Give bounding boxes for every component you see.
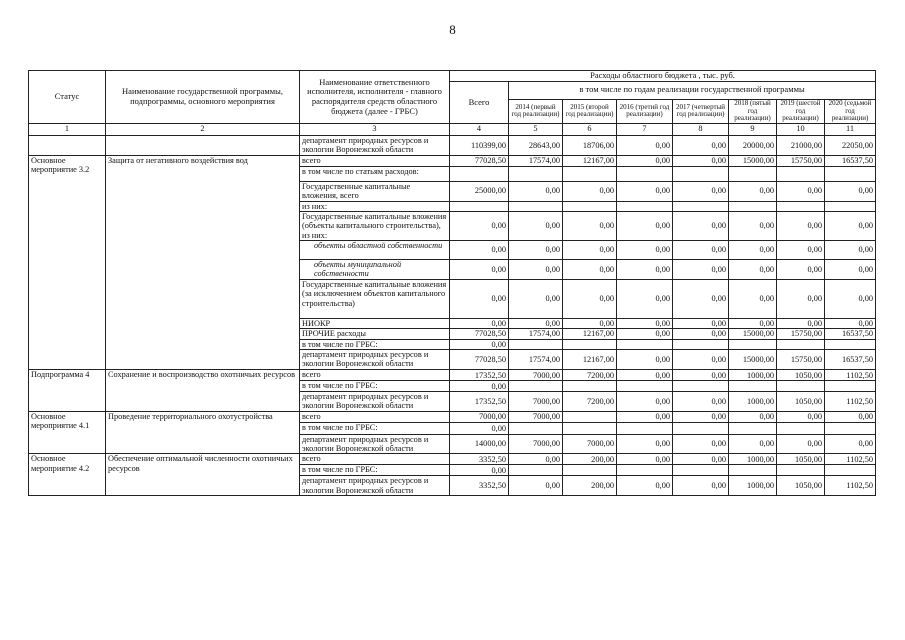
value-cell (617, 465, 673, 476)
value-cell: 0,00 (509, 241, 563, 260)
row-status: Основное мероприятие 3.2 (29, 155, 106, 369)
value-cell: 1050,00 (777, 369, 825, 380)
row-status: Подпрограмма 4 (29, 369, 106, 411)
table-row (29, 369, 876, 380)
col-num: 10 (777, 124, 825, 136)
row-label: в том числе по ГРБС: (300, 339, 450, 349)
header-year-2018: 2018 (пятый год реализации) (729, 99, 777, 123)
header-year-2019: 2019 (шестой год реализации) (777, 99, 825, 123)
value-cell: 1102,50 (825, 476, 876, 496)
value-cell (825, 166, 876, 181)
value-cell: 0,00 (617, 260, 673, 280)
row-label: в том числе по статьям расходов: (300, 166, 450, 181)
value-cell: 0,00 (673, 155, 729, 166)
value-cell: 0,00 (777, 434, 825, 454)
value-cell: 0,00 (673, 241, 729, 260)
value-cell: 7000,00 (563, 434, 617, 454)
value-cell: 0,00 (777, 181, 825, 201)
empty-cell (106, 136, 300, 156)
row-label: департамент природных ресурсов и экологии Воронежской области (300, 391, 450, 411)
value-cell: 0,00 (673, 211, 729, 240)
value-cell: 0,00 (509, 476, 563, 496)
page-number: 8 (449, 22, 456, 37)
value-cell: 16537,50 (825, 349, 876, 369)
value-cell: 0,00 (777, 211, 825, 240)
col-num: 6 (563, 124, 617, 136)
col-num: 9 (729, 124, 777, 136)
value-cell: 0,00 (673, 329, 729, 339)
value-cell (450, 166, 509, 181)
value-cell (777, 339, 825, 349)
value-cell (777, 201, 825, 211)
value-cell: 0,00 (729, 279, 777, 318)
value-cell: 0,00 (509, 260, 563, 280)
value-cell: 0,00 (563, 181, 617, 201)
value-cell: 14000,00 (450, 434, 509, 454)
header-year-2015: 2015 (второй год реализации) (563, 99, 617, 123)
header-year-2014: 2014 (первый год реализации) (509, 99, 563, 123)
value-cell: 0,00 (825, 318, 876, 328)
table-row (29, 411, 876, 422)
value-cell: 0,00 (563, 279, 617, 318)
value-cell (673, 166, 729, 181)
value-cell: 0,00 (509, 181, 563, 201)
value-cell: 12167,00 (563, 329, 617, 339)
value-cell: 0,00 (673, 391, 729, 411)
header-expenses: Расходы областного бюджета , тыс. руб. (450, 71, 876, 82)
col-num: 1 (29, 124, 106, 136)
row-label: в том числе по ГРБС: (300, 465, 450, 476)
value-cell: 0,00 (673, 318, 729, 328)
value-cell: 0,00 (673, 476, 729, 496)
value-cell: 0,00 (450, 211, 509, 240)
row-program-name: Обеспечение оптимальной численности охотничьих ресурсов (106, 454, 300, 496)
header-year-2020: 2020 (седьмой год реализации) (825, 99, 876, 123)
value-cell (509, 465, 563, 476)
row-label: департамент природных ресурсов и экологии Воронежской области (300, 136, 450, 156)
col-num: 3 (300, 124, 450, 136)
value-cell (617, 422, 673, 434)
value-cell (509, 422, 563, 434)
row-label: департамент природных ресурсов и экологии Воронежской области (300, 349, 450, 369)
value-cell: 0,00 (673, 279, 729, 318)
row-label: департамент природных ресурсов и экологии Воронежской области (300, 434, 450, 454)
value-cell: 0,00 (729, 211, 777, 240)
value-cell: 0,00 (617, 369, 673, 380)
value-cell (825, 422, 876, 434)
value-cell: 0,00 (673, 136, 729, 156)
value-cell: 17574,00 (509, 155, 563, 166)
value-cell: 0,00 (673, 369, 729, 380)
value-cell: 0,00 (825, 279, 876, 318)
value-cell: 0,00 (777, 260, 825, 280)
value-cell (563, 201, 617, 211)
value-cell: 7000,00 (450, 411, 509, 422)
row-label: Государственные капитальные вложения (объекты капитального строительства), из них: (300, 211, 450, 240)
value-cell: 0,00 (509, 279, 563, 318)
col-num: 11 (825, 124, 876, 136)
value-cell (729, 422, 777, 434)
row-program-name: Проведение территориального охотустройства (106, 411, 300, 454)
value-cell: 0,00 (450, 422, 509, 434)
value-cell: 0,00 (617, 476, 673, 496)
value-cell: 1102,50 (825, 454, 876, 465)
value-cell: 15750,00 (777, 155, 825, 166)
value-cell: 0,00 (729, 318, 777, 328)
table-row (29, 155, 876, 166)
value-cell: 0,00 (777, 279, 825, 318)
row-program-name: Защита от негативного воздействия вод (106, 155, 300, 369)
value-cell: 0,00 (729, 434, 777, 454)
value-cell: 0,00 (450, 279, 509, 318)
value-cell (673, 465, 729, 476)
header-year-2016: 2016 (третий год реализации) (617, 99, 673, 123)
value-cell: 15000,00 (729, 329, 777, 339)
col-num: 8 (673, 124, 729, 136)
value-cell: 0,00 (450, 465, 509, 476)
value-cell (777, 422, 825, 434)
col-num: 4 (450, 124, 509, 136)
header-status: Статус (29, 71, 106, 124)
value-cell: 17352,50 (450, 391, 509, 411)
value-cell: 0,00 (729, 181, 777, 201)
row-label: Государственные капитальные вложения (за исключением объектов капитального строительства) (300, 279, 450, 318)
value-cell: 12167,00 (563, 349, 617, 369)
value-cell: 0,00 (509, 454, 563, 465)
value-cell: 16537,50 (825, 329, 876, 339)
value-cell (563, 465, 617, 476)
row-label: Государственные капитальные вложения, всего (300, 181, 450, 201)
value-cell: 1000,00 (729, 454, 777, 465)
value-cell: 77028,50 (450, 349, 509, 369)
value-cell (777, 465, 825, 476)
header-total: Всего (450, 81, 509, 123)
row-label: объекты областной собственности (300, 241, 450, 260)
value-cell: 0,00 (825, 260, 876, 280)
value-cell: 0,00 (450, 241, 509, 260)
value-cell (673, 201, 729, 211)
row-status: Основное мероприятие 4.2 (29, 454, 106, 496)
value-cell: 1102,50 (825, 391, 876, 411)
value-cell (729, 380, 777, 391)
value-cell: 0,00 (617, 241, 673, 260)
value-cell (617, 201, 673, 211)
value-cell (673, 380, 729, 391)
table-row (29, 454, 876, 465)
value-cell: 0,00 (777, 411, 825, 422)
value-cell: 0,00 (617, 155, 673, 166)
value-cell (825, 465, 876, 476)
value-cell (617, 166, 673, 181)
value-cell (617, 380, 673, 391)
value-cell: 0,00 (825, 411, 876, 422)
header-by-years: в том числе по годам реализации государственной программы (509, 81, 876, 99)
value-cell (729, 166, 777, 181)
row-label: ПРОЧИЕ расходы (300, 329, 450, 339)
row-label: всего (300, 155, 450, 166)
value-cell: 21000,00 (777, 136, 825, 156)
value-cell: 0,00 (729, 260, 777, 280)
value-cell (825, 201, 876, 211)
row-label: всего (300, 411, 450, 422)
value-cell: 0,00 (617, 411, 673, 422)
value-cell: 15000,00 (729, 155, 777, 166)
value-cell: 17352,50 (450, 369, 509, 380)
value-cell (509, 201, 563, 211)
value-cell: 0,00 (617, 434, 673, 454)
value-cell (563, 411, 617, 422)
value-cell: 0,00 (617, 136, 673, 156)
col-num: 7 (617, 124, 673, 136)
col-num: 2 (106, 124, 300, 136)
value-cell: 0,00 (825, 211, 876, 240)
value-cell: 0,00 (617, 318, 673, 328)
value-cell: 0,00 (673, 181, 729, 201)
value-cell (450, 201, 509, 211)
value-cell: 0,00 (563, 318, 617, 328)
row-label: всего (300, 454, 450, 465)
value-cell: 1050,00 (777, 391, 825, 411)
value-cell (729, 339, 777, 349)
value-cell: 25000,00 (450, 181, 509, 201)
value-cell: 12167,00 (563, 155, 617, 166)
table-row (29, 136, 876, 156)
row-label: НИОКР (300, 318, 450, 328)
value-cell: 3352,50 (450, 476, 509, 496)
row-label: объекты муниципальной собственности (300, 260, 450, 280)
value-cell: 7000,00 (509, 411, 563, 422)
value-cell: 0,00 (673, 434, 729, 454)
value-cell (673, 422, 729, 434)
value-cell (825, 380, 876, 391)
value-cell: 7000,00 (509, 369, 563, 380)
value-cell: 0,00 (617, 279, 673, 318)
value-cell: 7000,00 (509, 391, 563, 411)
header-year-2017: 2017 (четвертый год реализации) (673, 99, 729, 123)
value-cell (563, 339, 617, 349)
value-cell: 17574,00 (509, 329, 563, 339)
value-cell: 0,00 (617, 329, 673, 339)
value-cell: 1102,50 (825, 369, 876, 380)
value-cell (777, 380, 825, 391)
value-cell: 15000,00 (729, 349, 777, 369)
value-cell: 0,00 (509, 211, 563, 240)
value-cell (617, 339, 673, 349)
value-cell: 1000,00 (729, 476, 777, 496)
value-cell: 7200,00 (563, 391, 617, 411)
value-cell (563, 380, 617, 391)
value-cell: 200,00 (563, 476, 617, 496)
value-cell: 18706,00 (563, 136, 617, 156)
header-executor: Наименование ответственного исполнителя, исполнителя - главного распорядителя средств областного бюджета (далее - ГРБС) (300, 71, 450, 124)
value-cell: 0,00 (777, 241, 825, 260)
value-cell: 0,00 (729, 411, 777, 422)
value-cell: 1050,00 (777, 476, 825, 496)
value-cell (729, 201, 777, 211)
value-cell: 0,00 (777, 318, 825, 328)
value-cell: 22050,00 (825, 136, 876, 156)
value-cell: 0,00 (509, 318, 563, 328)
row-label: в том числе по ГРБС: (300, 380, 450, 391)
row-status: Основное мероприятие 4.1 (29, 411, 106, 454)
value-cell: 28643,00 (509, 136, 563, 156)
value-cell: 0,00 (673, 349, 729, 369)
value-cell: 0,00 (450, 318, 509, 328)
value-cell: 20000,00 (729, 136, 777, 156)
value-cell: 7000,00 (509, 434, 563, 454)
value-cell: 0,00 (825, 181, 876, 201)
value-cell: 17574,00 (509, 349, 563, 369)
value-cell: 16537,50 (825, 155, 876, 166)
value-cell: 0,00 (563, 260, 617, 280)
value-cell (673, 339, 729, 349)
value-cell: 0,00 (617, 391, 673, 411)
value-cell: 0,00 (450, 380, 509, 391)
value-cell: 7200,00 (563, 369, 617, 380)
value-cell: 1000,00 (729, 369, 777, 380)
value-cell (563, 422, 617, 434)
row-label: департамент природных ресурсов и экологии Воронежской области (300, 476, 450, 496)
value-cell: 0,00 (729, 241, 777, 260)
value-cell: 200,00 (563, 454, 617, 465)
value-cell: 1000,00 (729, 391, 777, 411)
value-cell: 0,00 (617, 181, 673, 201)
value-cell (563, 166, 617, 181)
value-cell: 110399,00 (450, 136, 509, 156)
value-cell (509, 339, 563, 349)
value-cell: 0,00 (673, 260, 729, 280)
value-cell: 0,00 (825, 434, 876, 454)
value-cell: 0,00 (673, 411, 729, 422)
value-cell: 0,00 (617, 454, 673, 465)
value-cell: 0,00 (673, 454, 729, 465)
value-cell: 0,00 (617, 349, 673, 369)
col-num: 5 (509, 124, 563, 136)
budget-table (28, 70, 876, 496)
value-cell (509, 166, 563, 181)
value-cell: 0,00 (563, 241, 617, 260)
row-label: в том числе по ГРБС: (300, 422, 450, 434)
value-cell: 0,00 (825, 241, 876, 260)
value-cell (509, 380, 563, 391)
empty-cell (29, 136, 106, 156)
value-cell: 77028,50 (450, 155, 509, 166)
value-cell (729, 465, 777, 476)
row-label: из них: (300, 201, 450, 211)
row-program-name: Сохранение и воспроизводство охотничьих ресурсов (106, 369, 300, 411)
value-cell (825, 339, 876, 349)
value-cell: 3352,50 (450, 454, 509, 465)
value-cell: 0,00 (563, 211, 617, 240)
value-cell: 0,00 (450, 260, 509, 280)
header-name: Наименование государственной программы, подпрограммы, основного мероприятия (106, 71, 300, 124)
value-cell (777, 166, 825, 181)
value-cell: 1050,00 (777, 454, 825, 465)
value-cell: 15750,00 (777, 349, 825, 369)
value-cell: 0,00 (617, 211, 673, 240)
value-cell: 15750,00 (777, 329, 825, 339)
row-label: всего (300, 369, 450, 380)
value-cell: 0,00 (450, 339, 509, 349)
value-cell: 77028,50 (450, 329, 509, 339)
